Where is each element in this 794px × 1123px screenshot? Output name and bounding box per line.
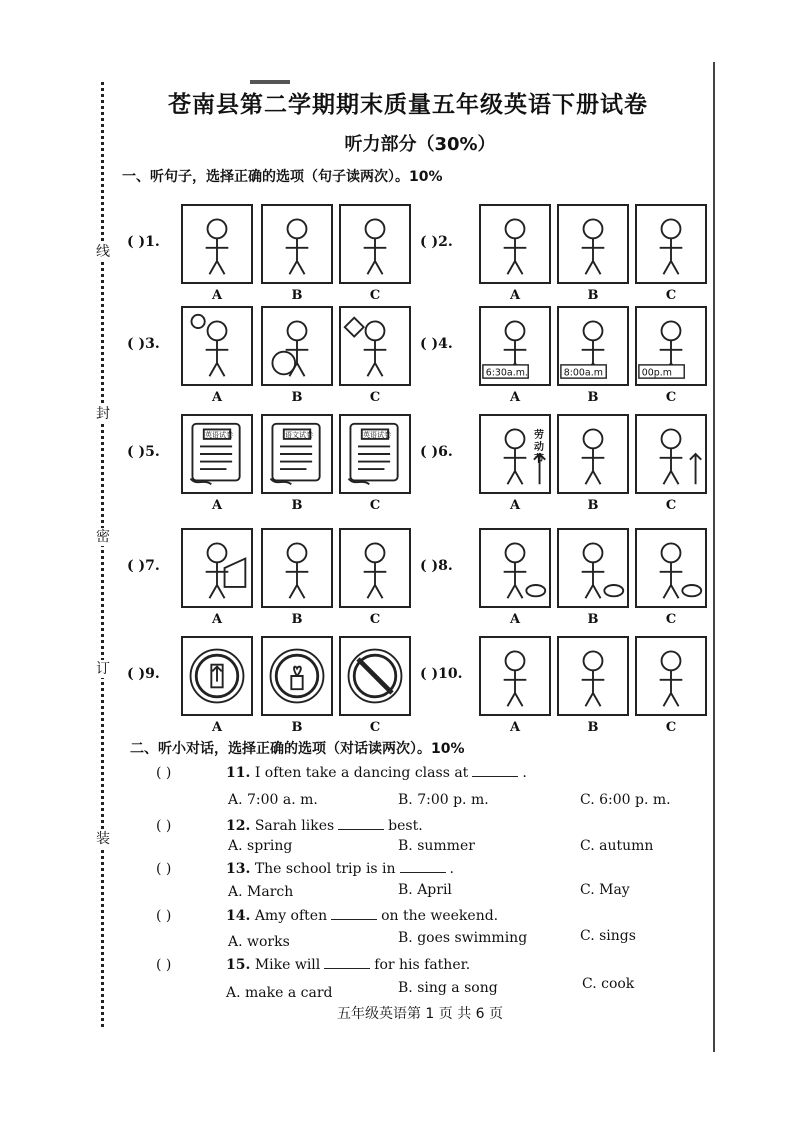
kite-flying-icon[interactable] [339, 306, 411, 386]
option-label-6-c: C [665, 498, 677, 513]
arbor-day-icon[interactable] [479, 414, 551, 494]
children-playing-icon[interactable] [261, 204, 333, 284]
option-label-7-a: A [211, 612, 223, 627]
option-13-a[interactable]: A. March [228, 884, 294, 900]
dialogue-question-11 [156, 764, 527, 781]
answer-paren[interactable]: ( ) [156, 765, 172, 781]
snowman-icon[interactable] [261, 306, 333, 386]
picture-question-3-number[interactable]: ( )3. [127, 336, 160, 352]
option-15-c[interactable]: C. cook [582, 976, 635, 992]
dialogue-question-14 [156, 907, 498, 924]
option-12-b[interactable]: B. summer [398, 838, 475, 854]
option-11-a[interactable]: A. 7:00 a. m. [228, 792, 318, 808]
paper-title-text: 英语试卷 [363, 431, 391, 439]
margin-char-mi: 密 [92, 528, 114, 546]
svg-text:8:00a.m: 8:00a.m [563, 367, 603, 379]
page-footer: 五年级英语第 1 页 共 6 页 [336, 1006, 504, 1022]
right-border-line [713, 62, 715, 1052]
option-11-b[interactable]: B. 7:00 p. m. [398, 792, 489, 808]
option-label-7-c: C [369, 612, 381, 627]
option-label-4-c: C [665, 390, 677, 405]
option-14-c[interactable]: C. sings [580, 928, 636, 944]
question-number: 14. [226, 908, 251, 924]
option-label-4-b: B [587, 390, 599, 405]
paper-title-text: 语文试卷 [285, 431, 313, 439]
option-label-7-b: B [291, 612, 303, 627]
question-number: 12. [226, 818, 251, 834]
planting-tree-icon[interactable] [635, 414, 707, 494]
svg-text:00p.m: 00p.m [641, 367, 672, 379]
answer-paren[interactable]: ( ) [156, 908, 172, 924]
group-children-icon[interactable] [557, 414, 629, 494]
question-number: 13. [226, 861, 251, 877]
english-test-icon[interactable] [181, 414, 253, 494]
option-13-b[interactable]: B. April [398, 882, 452, 898]
picture-question-1-number[interactable]: ( )1. [127, 234, 160, 250]
margin-char-feng: 封 [92, 405, 114, 423]
dialogue-question-15 [156, 956, 470, 973]
option-13-c[interactable]: C. May [580, 882, 630, 898]
option-12-a[interactable]: A. spring [228, 838, 293, 854]
option-label-5-b: B [291, 498, 303, 513]
picture-question-6-number[interactable]: ( )6. [420, 444, 453, 460]
picture-question-7-number[interactable]: ( )7. [127, 558, 160, 574]
picture-question-8-number[interactable]: ( )8. [420, 558, 453, 574]
question-text-end: for his father. [374, 957, 471, 973]
dialogue-question-13 [156, 860, 454, 877]
piano-icon[interactable] [181, 528, 253, 608]
option-label-10-b: B [587, 720, 599, 735]
option-label-10-c: C [665, 720, 677, 735]
margin-char-zhuang: 装 [92, 830, 114, 848]
option-label-2-b: B [587, 288, 599, 303]
option-label-2-a: A [509, 288, 521, 303]
option-label-3-b: B [291, 390, 303, 405]
swimming-sun-icon[interactable] [181, 306, 253, 386]
question-text: The school trip is in [254, 861, 396, 877]
answer-blank [338, 817, 384, 830]
girl-desk-icon[interactable] [557, 636, 629, 716]
question-text: Sarah likes [254, 818, 335, 834]
binding-dotted-line [101, 82, 104, 1027]
girl-with-dog-icon[interactable] [479, 528, 551, 608]
answer-blank [400, 860, 446, 873]
margin-char-ding: 订 [92, 660, 114, 678]
question-text: I often take a dancing class at [254, 765, 469, 781]
boy-reading-icon[interactable] [181, 204, 253, 284]
paper-title-text: 英语试卷 [205, 431, 233, 439]
svg-text:6:30a.m.: 6:30a.m. [485, 367, 528, 379]
question-text-end: on the weekend. [381, 908, 499, 924]
answer-blank [472, 764, 518, 777]
picture-question-5-number[interactable]: ( )5. [127, 444, 160, 460]
option-label-8-c: C [665, 612, 677, 627]
picture-question-10-number[interactable]: ( )10. [420, 666, 463, 682]
question-text: Amy often [254, 908, 328, 924]
picture-question-9-number[interactable]: ( )9. [127, 666, 160, 682]
answer-blank [331, 907, 377, 920]
question-text-end: . [449, 861, 454, 877]
option-14-b[interactable]: B. goes swimming [398, 930, 528, 946]
boy-630-icon[interactable] [479, 306, 551, 386]
option-label-3-a: A [211, 390, 223, 405]
option-15-b[interactable]: B. sing a song [398, 980, 498, 996]
girl-with-rabbit-icon[interactable] [635, 528, 707, 608]
option-label-5-c: C [369, 498, 381, 513]
question-number: 15. [226, 957, 251, 973]
answer-blank [324, 956, 370, 969]
option-label-9-c: C [369, 720, 381, 735]
picture-question-2-number[interactable]: ( )2. [420, 234, 453, 250]
option-label-4-a: A [509, 390, 521, 405]
option-label-1-b: B [291, 288, 303, 303]
option-label-8-a: A [509, 612, 521, 627]
question-text: Mike will [254, 957, 321, 973]
option-label-6-a: A [509, 498, 521, 513]
scan-mark [250, 80, 290, 84]
option-label-6-b: B [587, 498, 599, 513]
answer-paren[interactable]: ( ) [156, 818, 172, 834]
girl-singing-icon[interactable] [635, 636, 707, 716]
math-test-icon[interactable] [339, 414, 411, 494]
option-label-9-b: B [291, 720, 303, 735]
answer-paren[interactable]: ( ) [156, 861, 172, 877]
option-label-5-a: A [211, 498, 223, 513]
girl-pm-icon[interactable] [635, 306, 707, 386]
no-flowers-sign-icon[interactable] [339, 636, 411, 716]
option-15-a[interactable]: A. make a card [226, 985, 333, 1001]
plant-sign-icon[interactable] [261, 636, 333, 716]
holiday-label: 劳动节 [534, 430, 544, 465]
section1-heading: 一、听句子，选择正确的选项（句子读两次）。10% [122, 169, 443, 185]
option-label-3-c: C [369, 390, 381, 405]
page-subtitle: 听力部分（30%） [344, 134, 496, 155]
boy-with-pig-icon[interactable] [557, 528, 629, 608]
girl-dancing-icon[interactable] [635, 204, 707, 284]
question-text-end: . [522, 765, 527, 781]
margin-char-xian: 线 [92, 243, 114, 261]
answer-paren[interactable]: ( ) [156, 957, 172, 973]
option-14-a[interactable]: A. works [228, 934, 290, 950]
girl-thinking-icon[interactable] [479, 636, 551, 716]
arrow-sign-icon[interactable] [181, 636, 253, 716]
option-12-c[interactable]: C. autumn [580, 838, 654, 854]
boy-800-icon[interactable] [557, 306, 629, 386]
option-label-10-a: A [509, 720, 521, 735]
option-label-1-c: C [369, 288, 381, 303]
girl-writing-icon[interactable] [339, 528, 411, 608]
girl-drawing-icon[interactable] [261, 528, 333, 608]
dialogue-question-12 [156, 817, 423, 834]
girl-cooking-icon[interactable] [339, 204, 411, 284]
page-title: 苍南县第二学期期末质量五年级英语下册试卷 [168, 92, 648, 118]
option-label-9-a: A [211, 720, 223, 735]
picture-question-4-number[interactable]: ( )4. [420, 336, 453, 352]
girl-at-shop-icon[interactable] [557, 204, 629, 284]
question-number: 11. [226, 765, 251, 781]
question-text-end: best. [388, 818, 423, 834]
option-label-8-b: B [587, 612, 599, 627]
option-11-c[interactable]: C. 6:00 p. m. [580, 792, 671, 808]
option-label-2-c: C [665, 288, 677, 303]
section2-heading: 二、听小对话，选择正确的选项（对话读两次）。10% [130, 741, 465, 757]
girl-at-home-icon[interactable] [479, 204, 551, 284]
chinese-test-icon[interactable] [261, 414, 333, 494]
option-label-1-a: A [211, 288, 223, 303]
